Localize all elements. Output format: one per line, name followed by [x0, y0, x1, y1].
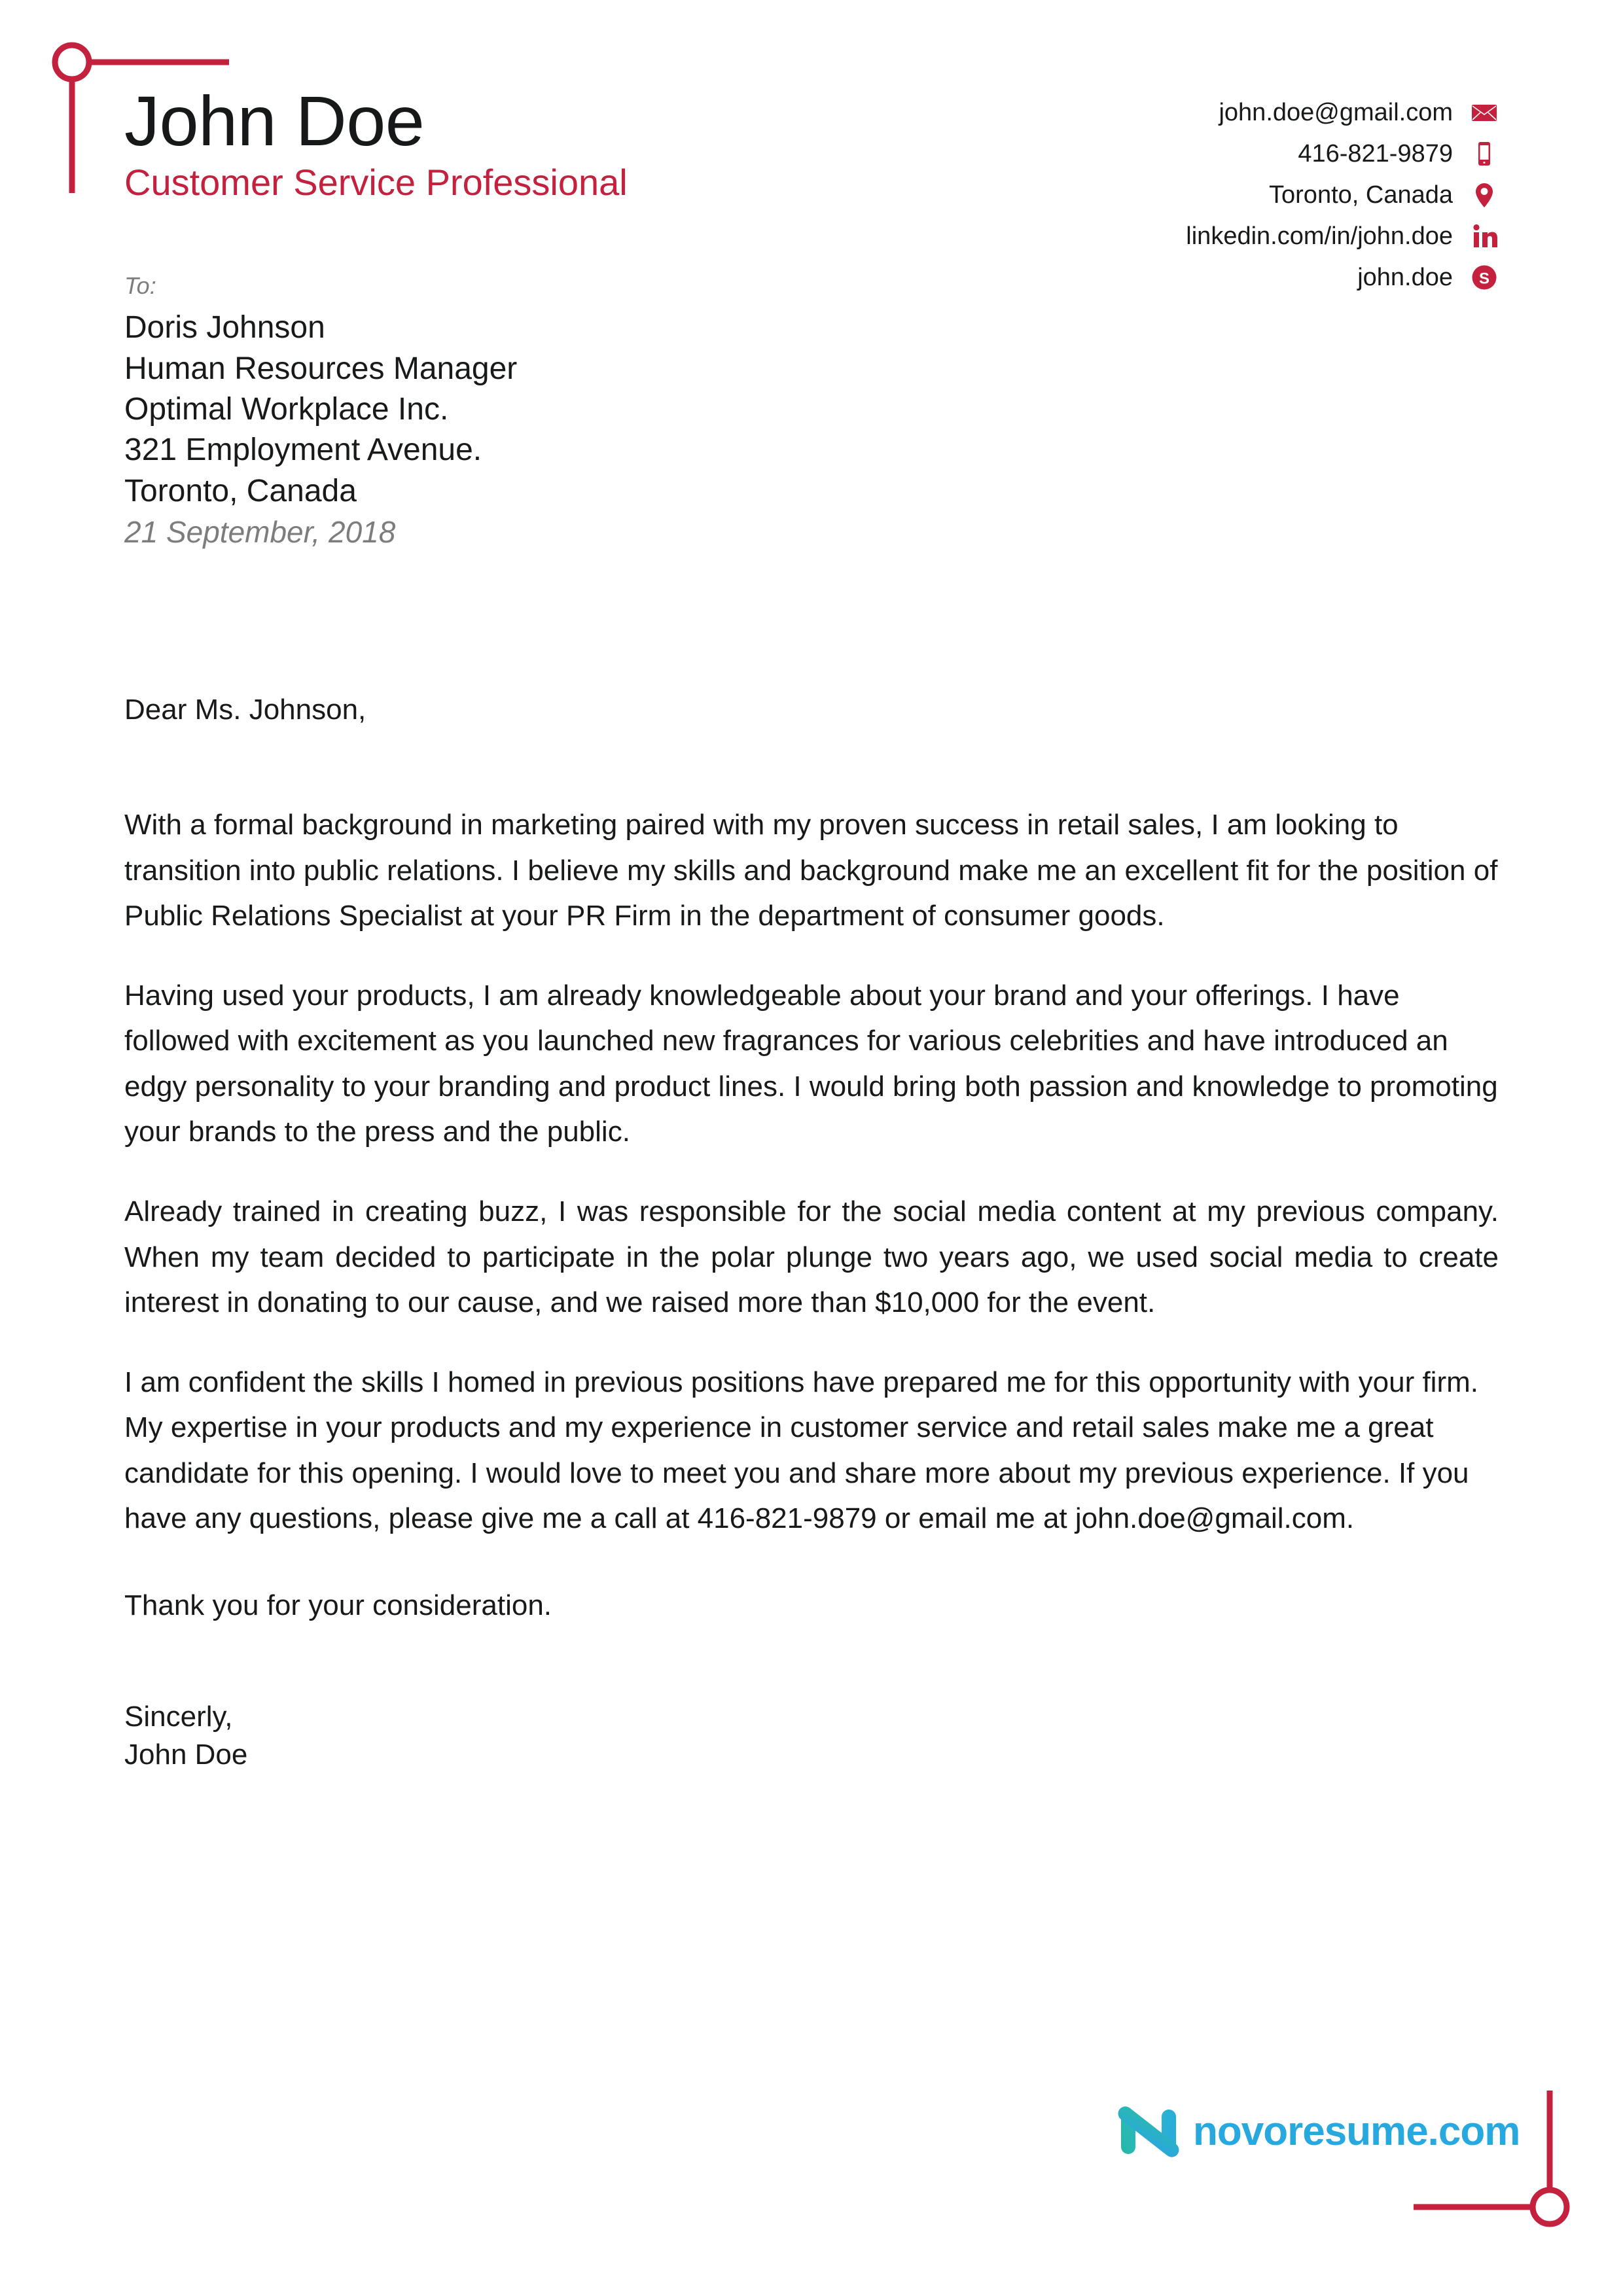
closing-thanks: Thank you for your consideration. [124, 1589, 552, 1621]
contact-row-skype[interactable] [1357, 262, 1499, 293]
sign-off: Sincerly, [124, 1701, 233, 1733]
novoresume-logo[interactable] [1116, 2099, 1520, 2164]
envelope-icon [1470, 98, 1499, 127]
contact-location-text: Toronto, Canada [1269, 181, 1453, 209]
page-title: John Doe [124, 81, 425, 160]
linkedin-icon [1470, 222, 1499, 251]
recipient-company: Optimal Workplace Inc. [124, 391, 449, 427]
letter-header [124, 81, 1499, 291]
contact-linkedin-text: linkedin.com/in/john.doe [1186, 222, 1453, 250]
recipient-city: Toronto, Canada [124, 473, 357, 508]
body-paragraph-2: Having used your products, I am already knowledgeable about your brand and your offerings. I have followed with excitement as you launched new fragrances for various celebrities and have introduced an edgy personality to your branding and product lines. I would bring both passion and knowledge to promoting your brands to the press and the public. [124, 979, 1498, 1148]
signature-name: John Doe [124, 1739, 248, 1771]
salutation: Dear Ms. Johnson, [124, 694, 366, 726]
novoresume-n-mark-icon [1116, 2099, 1181, 2164]
contact-list [1186, 97, 1499, 293]
name-block [124, 81, 628, 203]
svg-text:S: S [1478, 270, 1490, 288]
skype-icon [1470, 263, 1499, 292]
body-paragraph-4: I am confident the skills I homed in previous positions have prepared me for this opportunity with your firm. My expertise in your products and my experience in customer service and retail sales make me a great candidate for this opening. I would love to meet you and share more about my previous experience. If you have any questions, please give me a call at 416-821-9879 or email me at john.doe@gmail.com. [124, 1366, 1478, 1535]
recipient-role: Human Resources Manager [124, 351, 518, 386]
signature-block [124, 1698, 1499, 1774]
contact-email-text: john.doe@gmail.com [1219, 99, 1453, 126]
contact-row-linkedin[interactable] [1186, 221, 1499, 252]
contact-row-email[interactable] [1219, 97, 1499, 128]
contact-row-phone[interactable] [1298, 138, 1499, 169]
contact-skype-text: john.doe [1357, 264, 1453, 291]
contact-row-location[interactable] [1269, 179, 1499, 211]
location-pin-icon [1470, 181, 1499, 209]
recipient-name: Doris Johnson [124, 310, 325, 345]
letter-body [124, 690, 1499, 1774]
body-paragraph-1: With a formal background in marketing paired with my proven success in retail sales, I am looking to transition into public relations. I believe my skills and background make me an excellent fit for the position of Public Relations Specialist at your PR Firm in the department of consumer goods. [124, 809, 1498, 932]
job-title: Customer Service Professional [124, 162, 628, 203]
phone-icon [1470, 139, 1499, 168]
letter-date: 21 September, 2018 [124, 515, 396, 550]
to-label: To: [124, 272, 156, 299]
body-paragraph-3: Already trained in creating buzz, I was responsible for the social media content at my previous company. When my team decided to participate in the polar plunge two years ago, we used social media to create interest in donating to our cause, and we raised more than $10,000 for the event. [124, 1195, 1499, 1319]
novoresume-wordmark: novoresume.com [1193, 2109, 1520, 2154]
recipient-street: 321 Employment Avenue. [124, 433, 482, 468]
contact-phone-text: 416-821-9879 [1298, 140, 1453, 168]
recipient-block [124, 272, 1041, 552]
